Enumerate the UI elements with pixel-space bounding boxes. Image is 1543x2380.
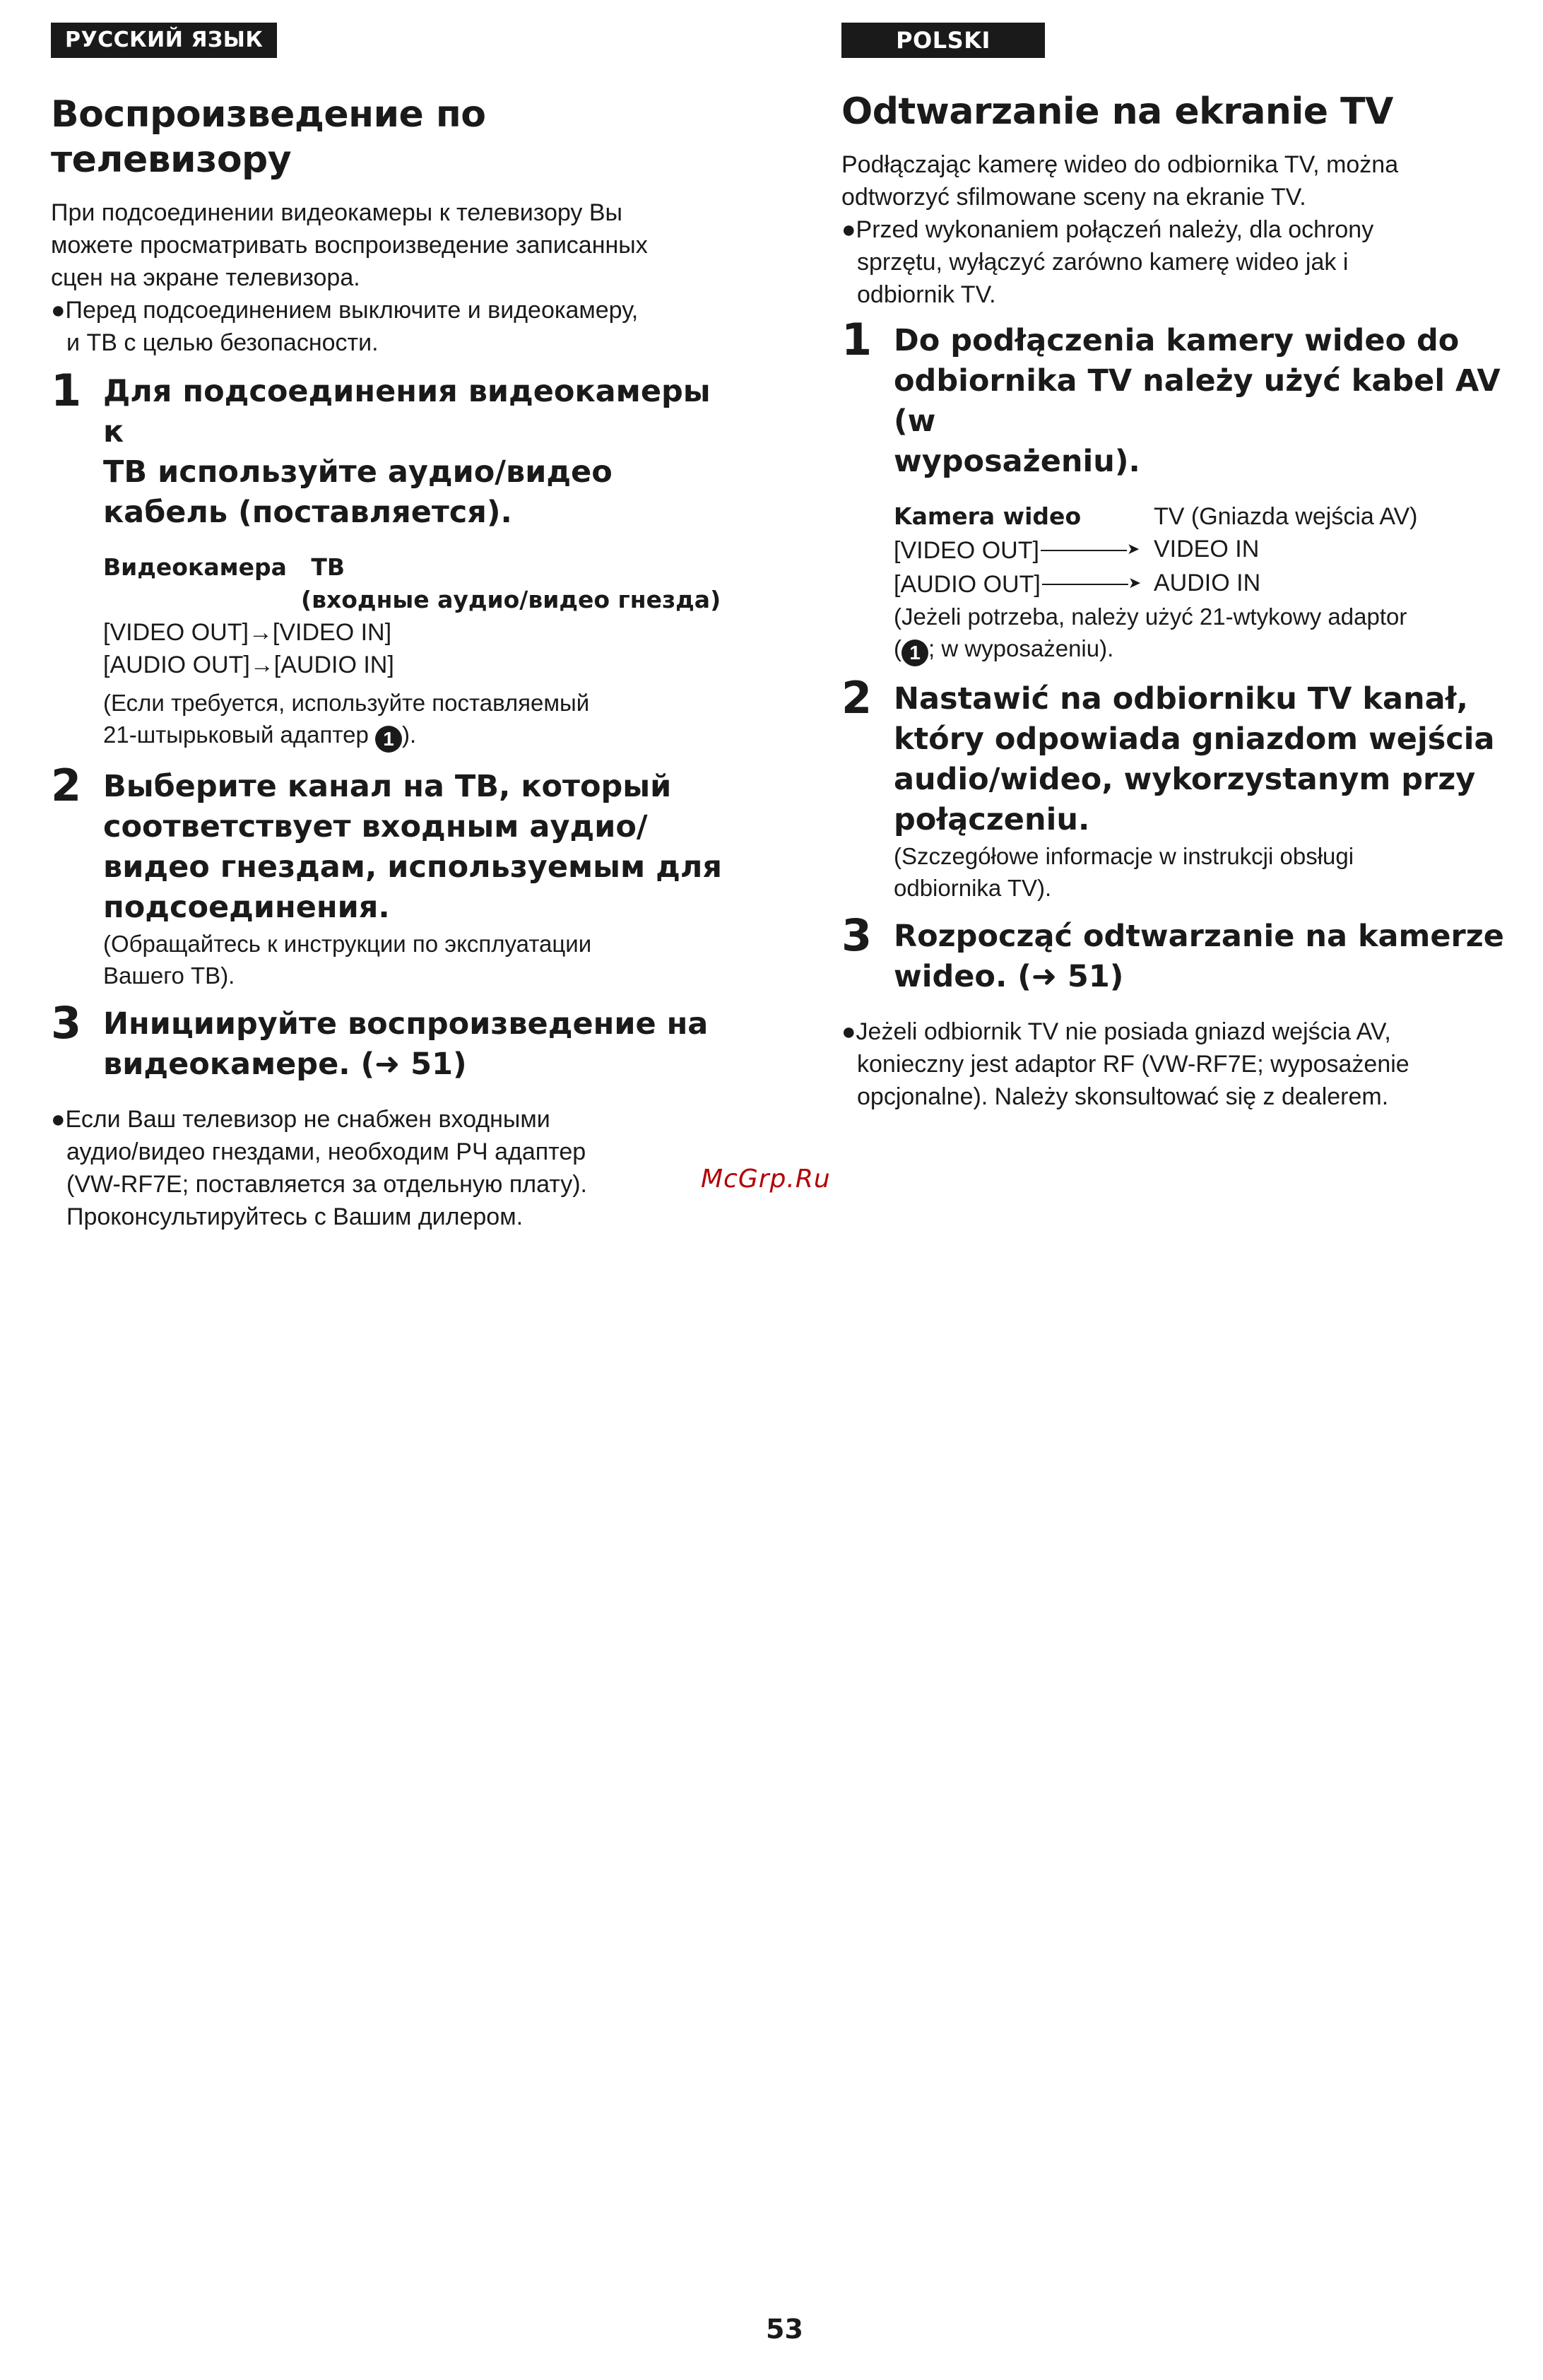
connection-row: [AUDIO OUT]→[AUDIO IN] — [103, 652, 394, 678]
step-heading — [894, 679, 1520, 840]
step-line: wyposażeniu). — [894, 444, 1140, 479]
arrow-head-icon: ➤ — [1128, 574, 1142, 591]
note-line: Проконсультируйтесь с Вашим дилером. — [66, 1203, 524, 1230]
note-line: opcjonalne). Należy skonsultować się z dealerem. — [857, 1083, 1389, 1110]
step-line: który odpowiada gniazdom wejścia — [894, 721, 1495, 757]
adapter-text: 21-штырьковый адаптер — [103, 721, 369, 748]
step-heading — [894, 917, 1520, 997]
connection-table-russian — [103, 551, 729, 753]
final-note-polish — [841, 1015, 1520, 1113]
step-line: audio/wideo, wykorzystanym przy — [894, 762, 1476, 797]
step-note: (Szczegółowe informacje w instrukcji obsługi — [894, 843, 1354, 869]
arrow-line-icon — [1042, 584, 1128, 585]
step-line: ТВ используйте аудио/видео — [103, 454, 613, 490]
step-line: Выберите канал на ТВ, который — [103, 769, 672, 804]
intro-line: сцен на экране телевизора. — [51, 264, 360, 291]
connection-header — [103, 551, 729, 584]
step-line: odbiornika TV należy użyć kabel AV (w — [894, 363, 1501, 439]
safety-bullet: ●Przed wykonaniem połączeń należy, dla ochrony — [841, 216, 1374, 243]
connection-row: [VIDEO OUT]→[VIDEO IN] — [103, 619, 392, 646]
intro-line: можете просматривать воспроизведение записанных — [51, 232, 648, 259]
camera-label: Kamera wideo — [894, 502, 1082, 530]
step-number: 3 — [51, 997, 82, 1049]
adapter-note-cont — [103, 719, 729, 753]
step-line: Rozpocząć odtwarzanie na kamerze — [894, 919, 1504, 954]
adapter-end: ). — [402, 721, 417, 748]
adapter-note-cont: ( 1 ; w wyposażeniu). — [894, 632, 1520, 666]
step-line: видео гнездам, используемым для — [103, 849, 722, 885]
step-1-russian — [51, 365, 729, 753]
callout-marker-icon: 1 — [375, 726, 402, 753]
step-line: wideo. (➜ 51) — [894, 959, 1124, 994]
tv-label: ТВ — [311, 553, 345, 581]
intro-polish — [841, 148, 1520, 311]
step-line: соответствует входным аудио/ — [103, 809, 648, 844]
safety-bullet: ●Перед подсоединением выключите и видеокамеру, — [51, 297, 639, 324]
section-title-polish: Odtwarzanie na ekranie TV — [841, 90, 1393, 133]
step-3-russian — [51, 997, 729, 1085]
step-heading — [103, 372, 729, 533]
tv-label: TV (Gniazda wejścia AV) — [1154, 503, 1418, 530]
connection-table-polish — [894, 500, 1520, 666]
note-line: (VW-RF7E; поставляется за отдельную плату). — [66, 1171, 587, 1198]
connection-target: VIDEO IN — [1154, 536, 1260, 562]
step-number: 2 — [841, 672, 873, 724]
tv-sub-label: (входные аудио/видео гнезда) — [301, 586, 721, 613]
arrow-head-icon: ➤ — [1126, 540, 1140, 558]
step-note: Вашего ТВ). — [103, 962, 235, 989]
step-number: 1 — [841, 314, 873, 365]
connection-target: AUDIO IN — [1154, 570, 1261, 596]
connection-source-text: [AUDIO OUT] — [894, 571, 1041, 598]
final-note-russian — [51, 1103, 729, 1233]
step-2-russian — [51, 760, 729, 991]
step-2-polish — [841, 672, 1520, 904]
step-line: połączeniu. — [894, 802, 1090, 837]
adapter-note: (Jeżeli potrzeba, należy użyć 21-wtykowy adaptor — [894, 603, 1407, 630]
step-heading — [894, 321, 1520, 482]
step-heading — [103, 767, 729, 928]
language-tab-russian: РУССКИЙ ЯЗЫК — [51, 23, 277, 58]
arrow-line-icon — [1041, 550, 1127, 551]
russian-column — [51, 23, 729, 1233]
intro-russian — [51, 196, 729, 359]
intro-line: odtworzyć sfilmowane sceny na ekranie TV. — [841, 184, 1306, 211]
step-1-polish — [841, 314, 1520, 666]
callout-marker-icon: 1 — [901, 640, 928, 666]
safety-bullet-cont: odbiornik TV. — [857, 281, 996, 308]
section-title-russian: Воспроизведение по телевизору — [51, 93, 486, 181]
step-line: видеокамере. (➜ 51) — [103, 1047, 467, 1082]
intro-line: Podłączając kamerę wideo do odbiornika TV, można — [841, 151, 1399, 178]
step-line: кабель (поставляется). — [103, 495, 512, 530]
connection-source — [894, 533, 1154, 567]
step-note: (Обращайтесь к инструкции по эксплуатации — [103, 931, 592, 957]
note-line: аудио/видео гнездами, необходим РЧ адаптер — [66, 1138, 586, 1165]
adapter-text: ; w wyposażeniu). — [928, 635, 1114, 661]
note-line: konieczny jest adaptor RF (VW-RF7E; wyposażenie — [857, 1051, 1409, 1078]
adapter-note: (Если требуется, используйте поставляемый — [103, 690, 590, 716]
camera-label: Видеокамера — [103, 553, 287, 581]
step-line: Инициируйте воспроизведение на — [103, 1006, 709, 1042]
safety-bullet-cont: и ТВ с целью безопасности. — [66, 329, 379, 356]
page-number: 53 — [766, 2314, 803, 2345]
connection-grid — [894, 500, 1520, 601]
polish-column — [841, 23, 1520, 1113]
step-number: 2 — [51, 760, 82, 811]
step-line: Do podłączenia kamery wideo do — [894, 323, 1460, 358]
step-number: 3 — [841, 909, 873, 961]
intro-line: При подсоединении видеокамеры к телевизору Вы — [51, 199, 622, 226]
note-line: ●Jeżeli odbiornik TV nie posiada gniazd wejścia AV, — [841, 1018, 1391, 1045]
step-note: odbiornika TV). — [894, 875, 1052, 901]
connection-source — [894, 567, 1154, 601]
connection-source-text: [VIDEO OUT] — [894, 537, 1039, 564]
step-line: Для подсоединения видеокамеры к — [103, 374, 711, 449]
watermark: McGrp.Ru — [701, 1165, 831, 1194]
language-tab-polish: POLSKI — [841, 23, 1045, 58]
step-number: 1 — [51, 365, 82, 416]
step-3-polish — [841, 909, 1520, 997]
step-heading — [103, 1004, 729, 1085]
note-line: ●Если Ваш телевизор не снабжен входными — [51, 1106, 550, 1133]
step-line: подсоединения. — [103, 890, 390, 925]
step-line: Nastawić na odbiorniku TV kanał, — [894, 681, 1468, 717]
safety-bullet-cont: sprzętu, wyłączyć zarówno kamerę wideo jak i — [857, 249, 1349, 276]
